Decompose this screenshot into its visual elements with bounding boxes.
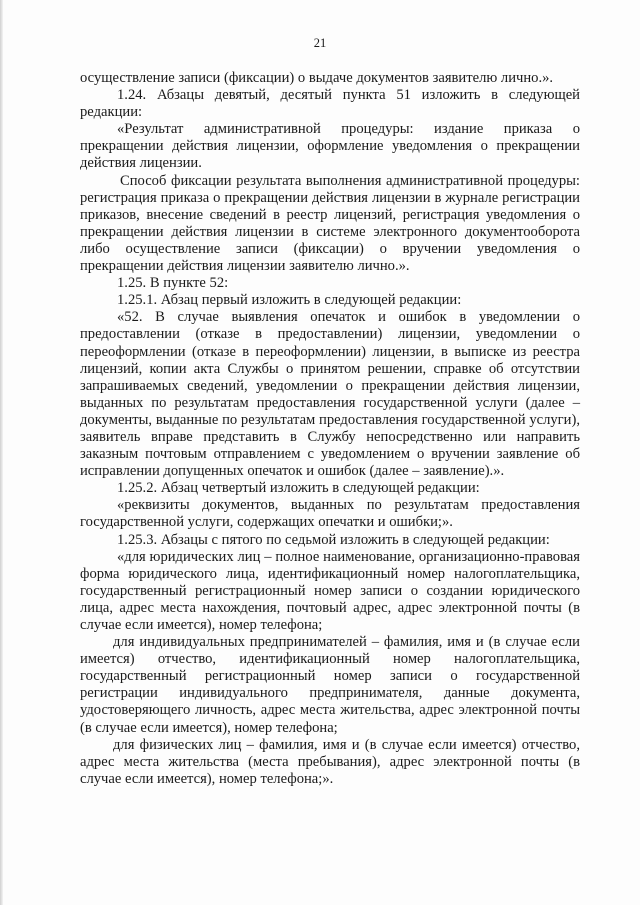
- paragraph: 1.25.1. Абзац первый изложить в следующей редакции:: [117, 292, 462, 309]
- paragraph: 1.24. Абзацы девятый, десятый пункта 51 изложить в следующей редакции:: [80, 87, 580, 121]
- paragraph: осуществление записи (фиксации) о выдаче документов заявителю лично.».: [80, 70, 554, 86]
- document-body: [80, 70, 580, 788]
- paragraph: «для юридических лиц – полное наименование, организационно-правовая форма юридического лица, идентификационный номер налогоплательщика, государственный регистрационный номер записи о создании юридического лица, адрес места нахождения, почтовый адрес, адрес электронной почты (в случае если имеется), номер телефона;: [80, 548, 580, 633]
- paragraph: 1.25.2. Абзац четвертый изложить в следующей редакции:: [117, 480, 480, 497]
- paragraph: «Результат административной процедуры: издание приказа о прекращении действия лицензии, оформление уведомления о прекращении действия лицензии.: [80, 121, 580, 172]
- paragraph: «52. В случае выявления опечаток и ошибок в уведомлении о предоставлении (отказе в предоставлении) лицензии, уведомлении о переоформлении (отказе в переоформлении) лицензии, в выписке из реестра лицензий, копии акта Службы о принятом решении, справке об отсутствии запрашиваемых сведений, уведомлении о прекращении действия лицензии, выданных по результатам предоставления государственной услуги (далее – документы, выданные по результатам предоставления государственной услуги), заявитель вправе представить в Службу непосредственно или направить заказным почтовым отправлением с уведомлением о вручении заявление об исправлении допущенных опечаток и ошибок (далее – заявление).».: [80, 309, 580, 480]
- page-number: 21: [313, 36, 327, 50]
- paragraph: 1.25. В пункте 52:: [117, 275, 229, 292]
- paragraph: для физических лиц – фамилия, имя и (в случае если имеется) отчество, адрес места жительства (места пребывания), адрес электронной почты (в случае если имеется), номер телефона;».: [80, 736, 580, 787]
- paragraph: Способ фиксации результата выполнения административной процедуры: регистрация приказа о прекращении действия лицензии в журнале регистрации приказов, внесение сведений в реестр лицензий, регистрация уведомления о прекращении действия лицензии в системе электронного документооборота либо осуществление записи (фиксации) о вручении уведомления о прекращении действия лицензии заявителю лично.».: [80, 172, 580, 275]
- paragraph: для индивидуальных предпринимателей – фамилия, имя и (в случае если имеется) отчество, идентификационный номер налогоплательщика, государственный регистрационный номер записи о государственной регистрации индивидуального предпринимателя, данные документа, удостоверяющего личность, адрес места жительства, адрес электронной почты (в случае если имеется), номер телефона;: [80, 634, 580, 736]
- scan-edge-shadow: [0, 0, 3, 905]
- paragraph: 1.25.3. Абзацы с пятого по седьмой изложить в следующей редакции:: [117, 531, 550, 548]
- paragraph: «реквизиты документов, выданных по результатам предоставления государственной услуги, содержащих опечатки и ошибки;».: [80, 497, 580, 531]
